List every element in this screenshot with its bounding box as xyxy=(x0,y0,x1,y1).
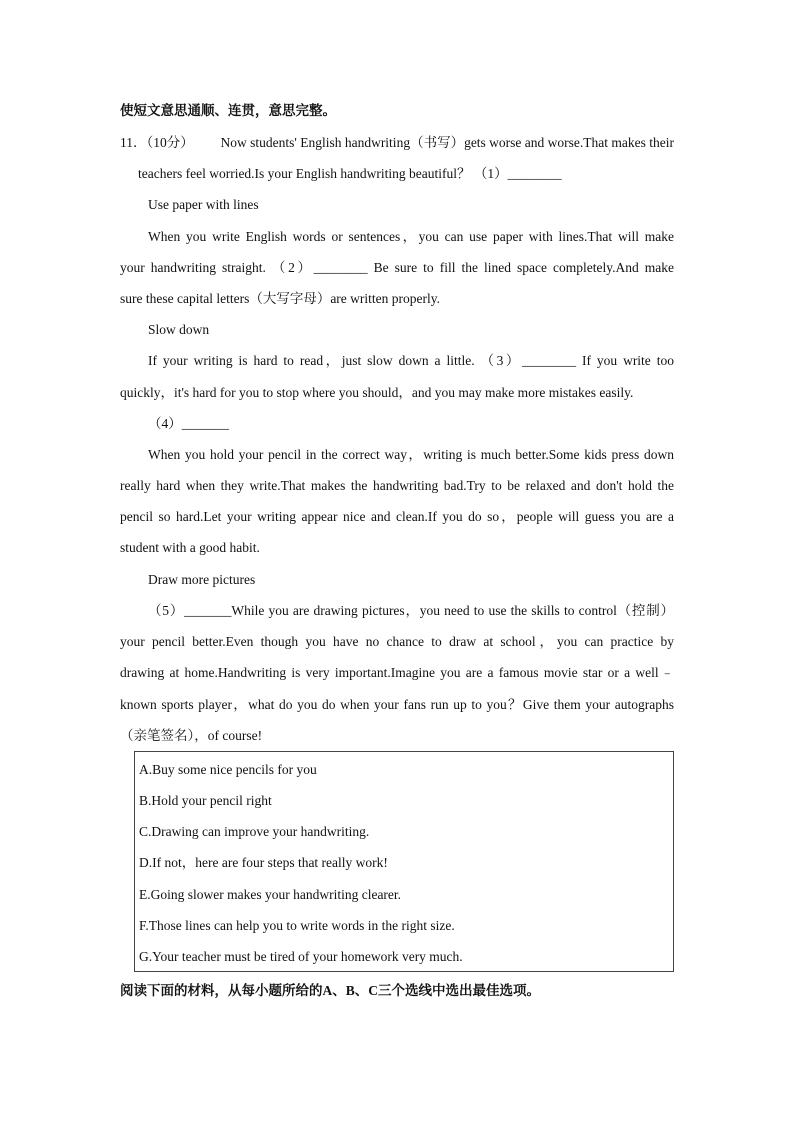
heading-use-paper: Use paper with lines xyxy=(148,197,259,212)
blank-4-heading: （4）_______ xyxy=(148,416,229,431)
p4-line-5: （亲笔签名），of course! xyxy=(120,728,263,743)
p3-line-3: pencil so hard.Let your writing appear nice and clean.If you do so，people will guess you are a xyxy=(120,509,674,524)
intro-instruction: 使短文意思通顺、连贯，意思完整。 xyxy=(120,103,336,118)
question-line-2: teachers feel worried.Is your English handwriting beautiful？ （1）________ xyxy=(138,166,562,181)
question-number-score: 11．（10分） xyxy=(120,135,194,150)
p3-line-2: really hard when they write.That makes the handwriting bad.Try to be relaxed and don't hold the xyxy=(120,478,674,493)
next-instruction: 阅读下面的材料，从每小题所给的A、B、C三个选线中选出最佳选项。 xyxy=(120,983,541,998)
option-e: E.Going slower makes your handwriting clearer. xyxy=(139,887,402,902)
p2-line-1: If your writing is hard to read，just slow down a little. （3）________ If you write too xyxy=(148,353,674,368)
options-box xyxy=(134,751,674,972)
option-b: B.Hold your pencil right xyxy=(139,793,272,808)
p4-line-4: known sports player，what do you do when your fans run up to you？Give them your autographs xyxy=(120,697,674,712)
question-line-1 xyxy=(120,134,674,152)
question-line-1-text: Now students' English handwriting（书写）gets worse and worse.That makes their xyxy=(220,135,674,150)
p1-line-2: your handwriting straight. （2）________ Be sure to fill the lined space completely.And make xyxy=(120,260,674,275)
p4-line-2: your pencil better.Even though you have no chance to draw at school，you can practice by xyxy=(120,634,674,649)
heading-slow-down: Slow down xyxy=(148,322,210,337)
p3-line-1: When you hold your pencil in the correct way，writing is much better.Some kids press down xyxy=(148,447,674,462)
option-d: D.If not，here are four steps that really work! xyxy=(139,855,388,870)
option-f: F.Those lines can help you to write words in the right size. xyxy=(139,918,455,933)
p2-line-2: quickly，it's hard for you to stop where you should，and you may make more mistakes easily. xyxy=(120,385,634,400)
p3-line-4: student with a good habit. xyxy=(120,540,260,555)
p1-line-1: When you write English words or sentences，you can use paper with lines.That will make xyxy=(148,229,674,244)
option-a: A.Buy some nice pencils for you xyxy=(139,762,317,777)
heading-draw-more: Draw more pictures xyxy=(148,572,256,587)
option-c: C.Drawing can improve your handwriting. xyxy=(139,824,370,839)
option-g: G.Your teacher must be tired of your homework very much. xyxy=(139,949,463,964)
p4-line-1: （5）_______While you are drawing pictures，you need to use the skills to control（控制） xyxy=(148,603,674,618)
p1-line-3: sure these capital letters（大写字母）are written properly. xyxy=(120,291,441,306)
p4-line-3: drawing at home.Handwriting is very important.Imagine you are a famous movie star or a well﹣ xyxy=(120,665,674,680)
